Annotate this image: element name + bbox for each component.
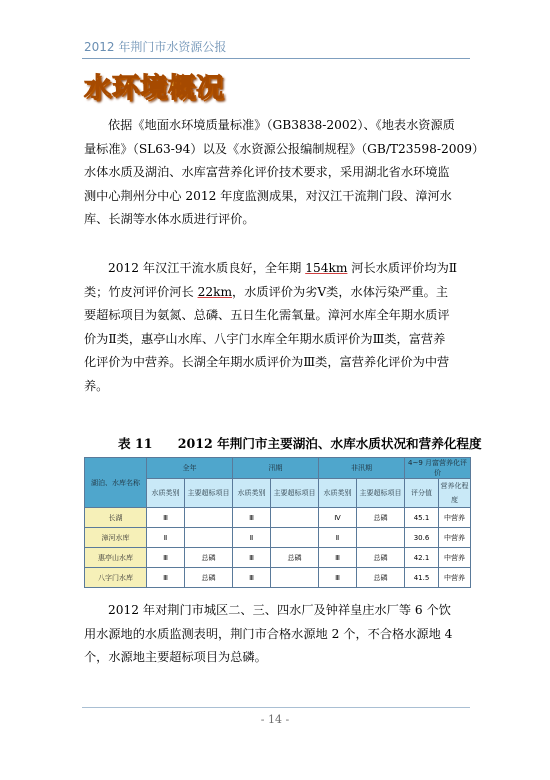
page-number: - 14 - [260, 713, 290, 726]
river-length-value: 154km [305, 261, 348, 275]
para2-line: 养。 [84, 378, 109, 393]
para2-line: 要超标项目为氨氮、总磷、五日生化需氧量。漳河水库全年期水质评 [84, 308, 450, 322]
table-header-row [85, 458, 471, 479]
cell-quality: Ⅱ [147, 528, 185, 548]
cell-level: 中营养 [439, 568, 471, 588]
cell-exceed [357, 528, 405, 548]
table-caption: 表 11 2012 年荆门市主要湖泊、水库水质状况和营养化程度 [118, 436, 482, 451]
paragraph-standards [84, 114, 485, 232]
table-row [85, 568, 471, 588]
col-group-annual: 全年 [147, 458, 233, 479]
col-header-exceed: 主要超标项目 [185, 479, 233, 508]
col-group-flood: 汛期 [233, 458, 319, 479]
cell-exceed [271, 508, 319, 528]
para1-line: 依据《地面水环境质量标准》（GB3838-2002）、《地表水资源质 [108, 118, 455, 132]
cell-quality: Ⅲ [233, 548, 271, 568]
row-name: 长湖 [85, 508, 147, 528]
water-quality-table [84, 457, 471, 588]
para3-line: 2012 年对荆门市城区二、三、四水厂及钟祥皇庄水厂等 6 个饮 [108, 603, 451, 617]
para1-line: 库、长湖等水体水质进行评价。 [84, 212, 255, 226]
cell-exceed [185, 508, 233, 528]
section-title: 水环境概况 [84, 73, 224, 104]
row-name: 漳河水库 [85, 528, 147, 548]
row-name: 惠亭山水库 [85, 548, 147, 568]
cell-quality: Ⅳ [319, 508, 357, 528]
cell-quality: Ⅲ [319, 548, 357, 568]
col-header-name: 湖泊、水库名称 [85, 458, 147, 508]
footer-divider [82, 707, 470, 708]
col-header-exceed: 主要超标项目 [271, 479, 319, 508]
para2-line [84, 281, 468, 305]
paragraph-water-sources [84, 599, 468, 670]
para2-line [84, 257, 468, 281]
para2-line: 价为Ⅱ类，惠亭山水库、八宇门水库全年期水质评价为Ⅲ类，富营养 [84, 331, 446, 346]
col-group-eutrophication: 4~9 月富营养化评价 [405, 458, 471, 479]
cell-exceed: 总磷 [357, 568, 405, 588]
header-divider [82, 58, 470, 59]
cell-quality: Ⅲ [233, 508, 271, 528]
cell-quality: Ⅲ [319, 568, 357, 588]
cell-score: 41.5 [405, 568, 439, 588]
table-row [85, 528, 471, 548]
col-header-score: 评分值 [405, 479, 439, 508]
cell-quality: Ⅲ [147, 508, 185, 528]
paragraph-assessment [84, 257, 468, 398]
cell-quality: Ⅲ [147, 568, 185, 588]
table-row [85, 548, 471, 568]
para3-line: 个，水源地主要超标项目为总磷。 [84, 650, 267, 664]
cell-exceed [271, 568, 319, 588]
cell-quality: Ⅱ [319, 528, 357, 548]
col-group-nonflood: 非汛期 [319, 458, 405, 479]
col-header-level: 营养化程度 [439, 479, 471, 508]
para2-text: 2012 年汉江干流水质良好，全年期 [108, 261, 306, 275]
river-length-value: 22km [197, 284, 233, 299]
para1-line: 量标准》（SL63-94）以及《水资源公报编制规程》（GB/T23598-2009） [84, 141, 485, 156]
cell-exceed: 总磷 [357, 548, 405, 568]
page-header: 2012 年荆门市水资源公报 [84, 40, 227, 54]
cell-exceed [185, 528, 233, 548]
cell-exceed: 总磷 [185, 568, 233, 588]
cell-quality: Ⅱ [233, 528, 271, 548]
cell-exceed: 总磷 [357, 508, 405, 528]
col-header-quality: 水质类别 [319, 479, 357, 508]
cell-score: 42.1 [405, 548, 439, 568]
para1-line: 水体水质及湖泊、水库富营养化评价技术要求，采用湖北省水环境监 [84, 165, 450, 179]
cell-score: 45.1 [405, 508, 439, 528]
cell-level: 中营养 [439, 508, 471, 528]
row-name: 八字门水库 [85, 568, 147, 588]
para2-text: 河长水质评价均为Ⅱ [347, 261, 458, 275]
cell-score: 30.6 [405, 528, 439, 548]
para2-text: ，水质评价为劣Ⅴ类，水体污染严重。主 [232, 284, 449, 299]
cell-exceed: 总磷 [185, 548, 233, 568]
col-header-quality: 水质类别 [147, 479, 185, 508]
cell-level: 中营养 [439, 548, 471, 568]
cell-exceed: 总磷 [271, 548, 319, 568]
cell-level: 中营养 [439, 528, 471, 548]
cell-quality: Ⅲ [233, 568, 271, 588]
para2-line: 化评价为中营养。长湖全年期水质评价为Ⅲ类，富营养化评价为中营 [84, 355, 450, 369]
col-header-exceed: 主要超标项目 [357, 479, 405, 508]
cell-exceed [271, 528, 319, 548]
para3-line: 用水源地的水质监测表明，荆门市合格水源地 2 个，不合格水源地 4 [84, 626, 453, 641]
table-row [85, 508, 471, 528]
cell-quality: Ⅲ [147, 548, 185, 568]
para2-text: 类；竹皮河评价河长 [84, 284, 198, 299]
col-header-quality: 水质类别 [233, 479, 271, 508]
para1-line: 测中心荆州分中心 2012 年度监测成果，对汉江干流荆门段、漳河水 [84, 188, 452, 203]
